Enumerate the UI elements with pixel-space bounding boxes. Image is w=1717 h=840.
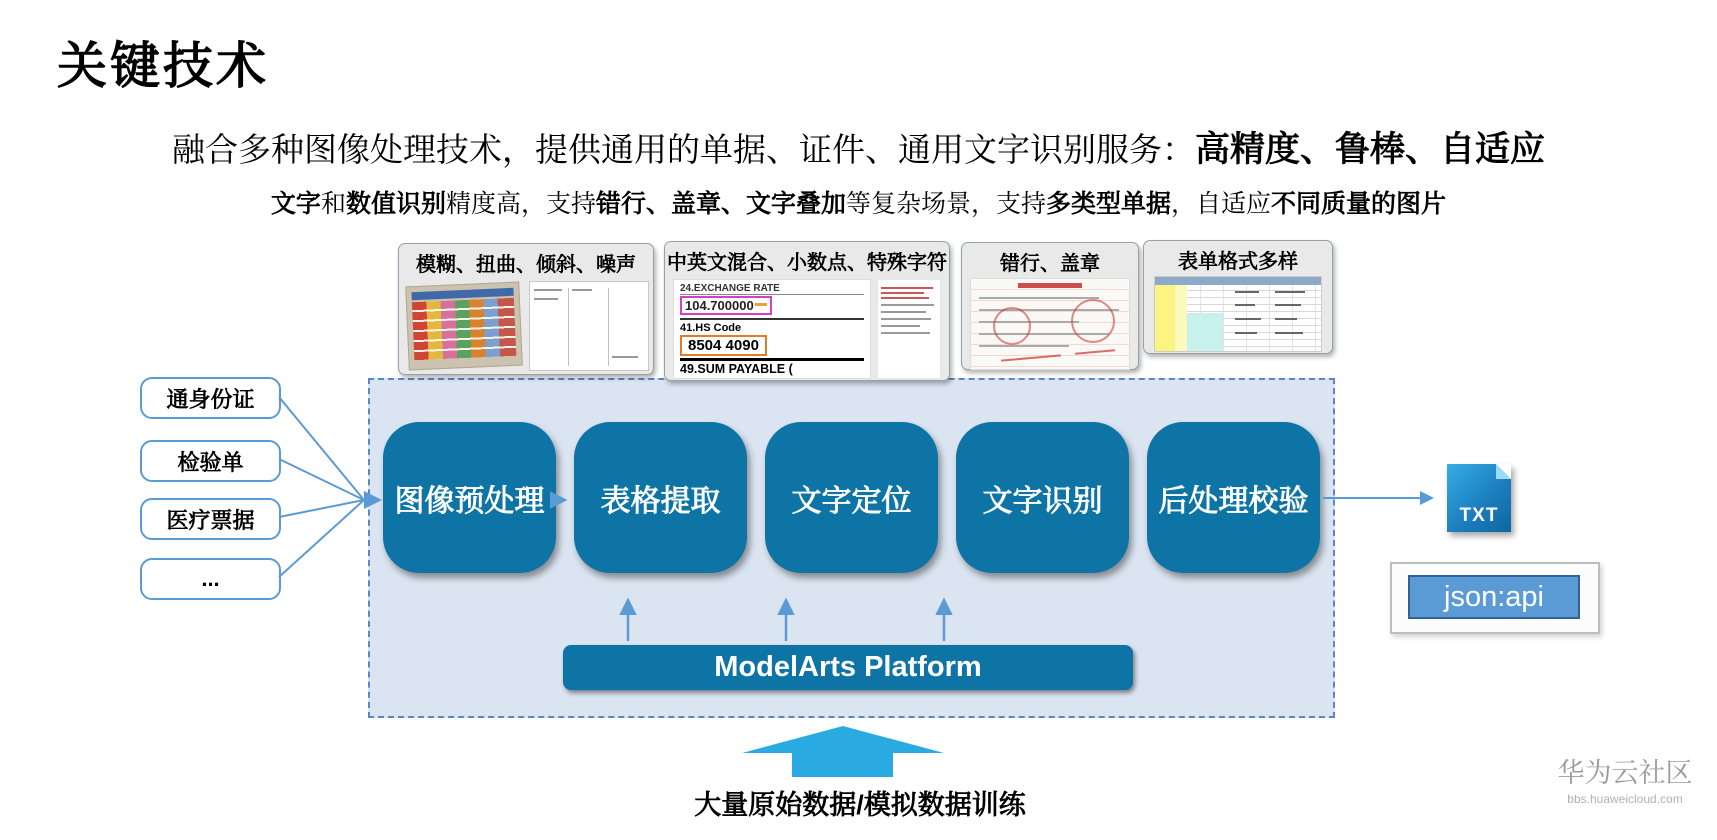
- red-text-line: [881, 287, 933, 289]
- input-type-label: 通身份证: [166, 386, 255, 412]
- thumbnail-colored-grid: [412, 298, 516, 360]
- intro-line-2-seg: 文字: [270, 190, 321, 218]
- training-up-arrow-stem: [792, 752, 893, 777]
- cell-text: [1275, 304, 1301, 306]
- sample-card-stamp: [961, 242, 1139, 370]
- text-line: [881, 332, 930, 334]
- cell-text: [1235, 332, 1257, 334]
- spreadsheet-header-row: [1155, 277, 1321, 285]
- training-label: 大量原始数据/模拟数据训练: [694, 790, 1026, 820]
- sample-card-body: [673, 279, 941, 381]
- red-stamp-icon: [1071, 299, 1115, 343]
- intro-line-1-bold: 高精度、鲁棒、自适应: [1194, 130, 1545, 169]
- invoice-field-24: 24.EXCHANGE RATE: [680, 283, 864, 295]
- intro-line-1-normal: 融合多种图像处理技术，提供通用的单据、证件、通用文字识别服务：: [171, 131, 1195, 168]
- pipeline-step-preprocess: [383, 422, 556, 573]
- pipeline-step-table-extract: [574, 422, 747, 573]
- document-thumbnail: [529, 281, 649, 371]
- pipeline-step-label: 后处理校验: [1158, 484, 1309, 518]
- input-type-inspection: [140, 440, 281, 482]
- text-line: [534, 289, 562, 291]
- json-api-box: [1390, 562, 1600, 634]
- red-scribble: [1001, 354, 1061, 361]
- pipeline-step-text-locate: [765, 422, 938, 573]
- cell-text: [1275, 332, 1303, 334]
- txt-file-icon: [1447, 464, 1511, 532]
- pipeline-step-label: 文字定位: [791, 484, 912, 518]
- text-line: [534, 298, 558, 300]
- table-line: [608, 288, 609, 366]
- pipeline-step-label: 表格提取: [600, 484, 721, 518]
- text-line: [572, 289, 592, 291]
- cell-text: [1235, 304, 1255, 306]
- text-line: [881, 304, 934, 306]
- intro-line-2-seg: 等复杂场景，支持: [846, 190, 1047, 218]
- sample-card-body: [1154, 276, 1322, 352]
- yellow-column: [1155, 285, 1175, 351]
- invoice-side-column: [877, 279, 941, 379]
- input-type-label: ...: [201, 566, 220, 591]
- watermark: [1540, 758, 1710, 807]
- modelarts-platform-label: ModelArts Platform: [714, 651, 982, 683]
- sample-card-form-variety: [1143, 240, 1333, 354]
- sample-card-body: [405, 281, 647, 371]
- pipeline-step-postprocess: [1147, 422, 1320, 573]
- cell-text: [1235, 291, 1259, 293]
- watermark-site-url: bbs.huaweicloud.com: [1567, 792, 1683, 807]
- colored-form-thumbnail: [405, 282, 523, 371]
- txt-file-label: TXT: [1459, 505, 1499, 526]
- sample-card-label: 表单格式多样: [1178, 251, 1298, 273]
- sample-card-blur-distort: [398, 243, 654, 375]
- modelarts-platform-bar: [563, 645, 1133, 690]
- sample-card-label: 中英文混合、小数点、特殊字符: [667, 252, 947, 274]
- text-line: [612, 356, 638, 358]
- input-type-id-card: [140, 377, 281, 419]
- input-type-more: [140, 558, 281, 600]
- red-stamp-icon: [993, 307, 1031, 345]
- input-connector-line: [279, 397, 364, 500]
- sample-card-mixed-text: [664, 241, 950, 381]
- intro-line-2: [0, 184, 1717, 220]
- hs-code-value: 8504 4090: [680, 335, 767, 356]
- stamped-invoice-thumbnail: [970, 278, 1130, 370]
- intro-line-1: [0, 122, 1717, 172]
- text-line: [881, 318, 931, 320]
- intro-line-2-seg: ，自适应: [1171, 190, 1272, 218]
- red-title-line: [1018, 283, 1081, 288]
- input-connector-line: [279, 459, 364, 500]
- invoice-field-49: 49.SUM PAYABLE (: [680, 358, 864, 376]
- sample-card-label: 模糊、扭曲、倾斜、噪声: [416, 254, 636, 276]
- input-type-label: 检验单: [177, 449, 244, 475]
- intro-line-2-seg: 多类型单据: [1046, 190, 1172, 218]
- intro-line-2-seg: 精度高，支持: [445, 190, 596, 218]
- red-text-line: [881, 292, 924, 294]
- input-connector-line: [279, 500, 364, 577]
- cell-text: [1275, 318, 1297, 320]
- pipeline-step-label: 图像预处理: [394, 484, 545, 518]
- input-type-label: 医疗票据: [166, 507, 255, 533]
- intro-line-2-seg: 和: [320, 190, 346, 218]
- sample-card-label: 错行、盖章: [1000, 253, 1100, 275]
- json-api-label: json:api: [1444, 580, 1544, 613]
- red-text-line: [881, 297, 929, 299]
- invoice-field-41: 41.HS Code: [680, 318, 864, 334]
- file-fold-corner: [1496, 464, 1511, 479]
- invoice-thumbnail: [673, 279, 871, 379]
- table-line: [568, 288, 569, 366]
- text-line: [881, 325, 920, 327]
- sample-card-body: [970, 278, 1130, 370]
- intro-line-2-seg: 不同质量的图片: [1271, 190, 1447, 218]
- input-connector-line: [279, 500, 364, 517]
- spreadsheet-thumbnail: [1154, 276, 1322, 352]
- cell-text: [1275, 291, 1305, 293]
- page-title: 关键技术: [57, 38, 269, 94]
- red-scribble: [1075, 349, 1115, 354]
- pipeline-step-label: 文字识别: [982, 484, 1103, 518]
- watermark-community-name: 华为云社区: [1557, 758, 1693, 788]
- training-up-arrow-icon: [742, 726, 944, 753]
- text-line: [881, 311, 926, 313]
- json-api-inner: [1408, 575, 1580, 619]
- intro-line-2-seg: 数值识别: [345, 190, 446, 218]
- yellow-column: [1175, 285, 1187, 351]
- cell-text: [1235, 318, 1261, 320]
- input-type-medical: [140, 498, 281, 540]
- cyan-cell-block: [1187, 313, 1223, 351]
- text-line: [979, 345, 1069, 347]
- pipeline-step-text-recognize: [956, 422, 1129, 573]
- intro-line-2-seg: 错行、盖章、文字叠加: [595, 190, 846, 218]
- exchange-rate-value: 104.700000: [680, 296, 772, 315]
- text-line: [979, 297, 1099, 299]
